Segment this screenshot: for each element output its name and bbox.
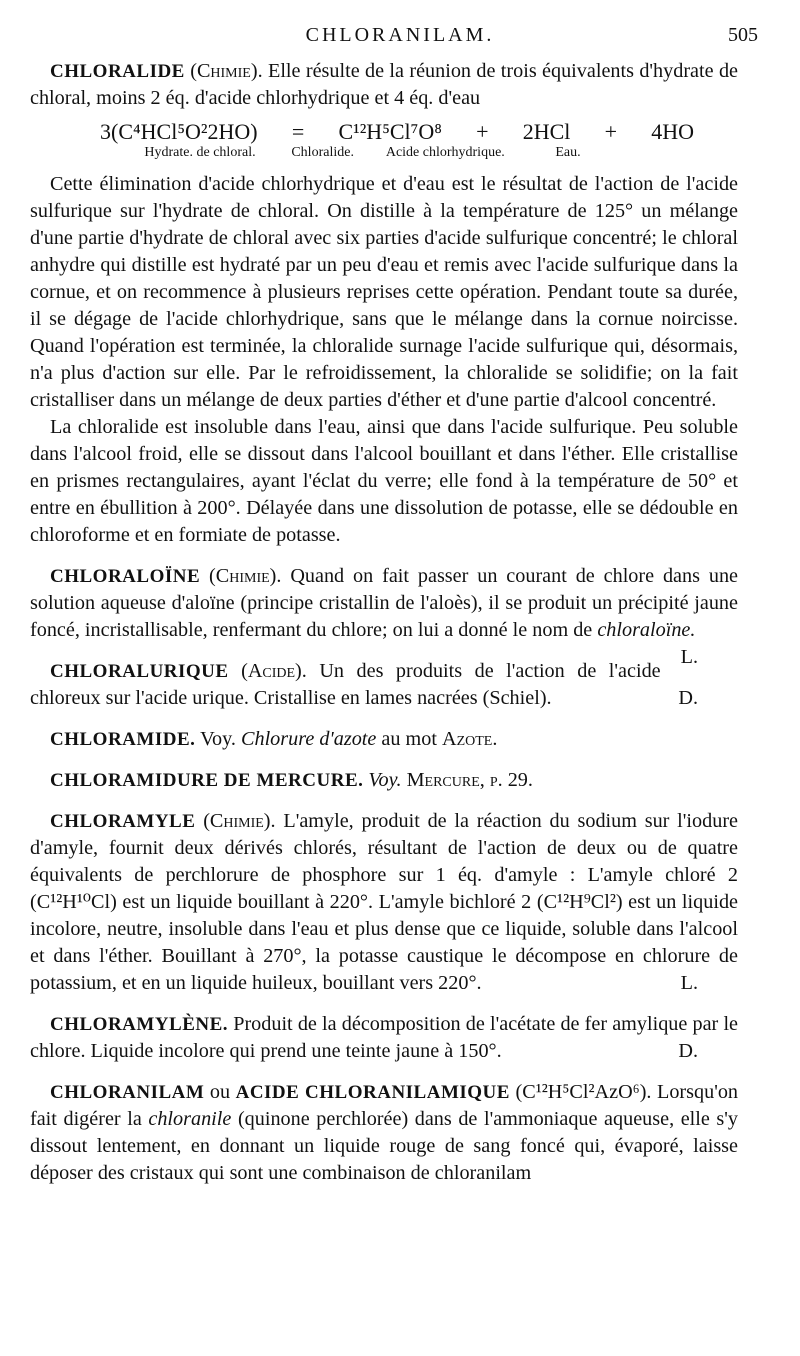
equation-product: 2HCl: [522, 119, 571, 144]
headword: CHLORAMYLÈNE.: [50, 1014, 229, 1035]
entry-chloramidure: [30, 767, 738, 794]
headword: CHLORANILAM: [50, 1082, 205, 1103]
entry-paragraph: [30, 658, 738, 712]
entry-paragraph: [30, 58, 738, 112]
entry-chloramide: [30, 726, 738, 753]
italic-term: chloranile: [148, 1108, 232, 1130]
equation-terms: [30, 118, 738, 145]
domain-label: (Chimie).: [190, 60, 263, 82]
entry-paragraph: [30, 1079, 738, 1187]
entry-text: Un des produits de l'action de l'acide chloreux sur l'acide urique. Cristallise en lames nacrées (Schiel).: [30, 660, 661, 709]
conjunction: ou: [209, 1081, 231, 1103]
entry-chloranilam: [30, 1079, 738, 1187]
equation-product: 4HO: [651, 119, 694, 144]
author-signature: L.: [680, 972, 698, 994]
equation-label: Acide chlorhydrique.: [385, 145, 505, 160]
equation-reactant: 3(C⁴HCl⁵O²2HO): [100, 119, 258, 144]
author-signature: L.: [680, 646, 698, 668]
cross-reference: Mercure, p. 29.: [406, 769, 533, 791]
domain-label: (Chimie).: [203, 810, 276, 832]
cross-reference: Azote.: [441, 728, 498, 750]
entry-paragraph: [30, 1011, 738, 1065]
entry-text: Produit de la décomposition de l'acétate de fer amylique par le chlore. Liquide incolore qui prend une teinte jaune à 150°.: [30, 1013, 739, 1062]
chemical-formula: (C¹²H⁵Cl²AzO⁶).: [515, 1081, 652, 1103]
headword: CHLORAMIDURE DE MERCURE.: [50, 770, 364, 791]
author-signature: D.: [678, 687, 698, 709]
entry-chloralide: [30, 58, 738, 549]
page-number: 505: [728, 24, 758, 46]
italic-term: chloraloïne.: [597, 619, 696, 641]
equation-labels: [30, 145, 738, 161]
domain-label: (Chimie).: [209, 565, 282, 587]
chemical-equation: [30, 118, 738, 161]
entry-chloramyle: [30, 808, 738, 997]
entry-text: (quinone perchlorée) dans de l'ammoniaque aqueuse, elle s'y dissout lentement, en donnant un liquide rouge de sang foncé qui, évaporé, laisse déposer des cristaux qui sont une combinaison de chloranilam: [30, 1108, 738, 1184]
equation-plus: +: [604, 119, 618, 144]
see-also-label: Voy.: [200, 728, 236, 750]
entry-paragraph: [30, 767, 738, 794]
equation-label: Eau.: [555, 145, 581, 160]
domain-label: (Acide).: [241, 660, 307, 682]
entry-paragraph: [30, 563, 739, 668]
equation-equals: =: [291, 119, 305, 144]
entry-text: au mot: [381, 728, 437, 750]
entry-paragraph: [30, 726, 738, 753]
entry-chloramylene: [30, 1011, 738, 1065]
equation-label: Hydrate. de chloral.: [144, 145, 256, 160]
running-header: [0, 20, 800, 56]
entry-text: L'amyle, produit de la réaction du sodium sur l'iodure d'amyle, fournit deux dérivés chlorés, résultant de l'action de deux ou de quatre équivalents de perchlorure de phosphore sur 1 éq. d'amyle : L'amyle chloré 2 (C¹²H¹⁰Cl) est un liquide bouillant à 220°. L'amyle bichloré 2 (C¹²H⁹Cl²) est un liquide incolore, neutre, insoluble dans l'eau et plus dense que ce liquide, soluble dans l'alcool et dans l'éther. Bouillant à 270°, la potasse caustique le décompose en chlorure de potassium, et en un liquide huileux, bouillant vers 220°.: [30, 810, 739, 994]
running-title: CHLORANILAM.: [305, 24, 495, 46]
equation-label: Chloralide.: [291, 145, 354, 160]
entry-paragraph: Cette élimination d'acide chlorhydrique et d'eau est le résultat de l'action de l'acide sulfurique sur l'hydrate de chloral. On distille à la température de 125° un mélange d'une partie d'hydrate de chloral avec six parties d'acide sulfurique concentré; le chloral anhydre qui distille est hydraté par un peu d'eau et remis avec l'acide sulfurique dans la cornue, et on recommence à plusieurs reprises cette opération. Pendant toute sa durée, il se dégage de l'acide chlorhydrique, sans que le mélange dans la cornue noircisse. Quand l'opération est terminée, la chloralide surnage l'acide sulfurique qui, désormais, n'a plus d'action sur elle. Par le refroidissement, la chloralide se solidifie; on la fait cristalliser dans un mélange de deux parties d'éther et d'une partie d'alcool concentré.: [30, 173, 738, 411]
see-also-label: Voy.: [368, 769, 402, 791]
headword: ACIDE CHLORANILAMIQUE: [235, 1082, 510, 1103]
entry-paragraph: La chloralide est insoluble dans l'eau, ainsi que dans l'acide sulfurique. Peu soluble dans l'alcool froid, elle se dissout dans l'alcool bouillant et dans l'éther. Elle cristallise en prismes rectangulaires, ayant l'éclat du verre; elle fond à la température de 50° et entre en ébullition à 200°. Délayée dans une dissolution de potasse, elle se dédouble en chloroforme et en formiate de potasse.: [30, 416, 738, 546]
headword: CHLORALURIQUE: [50, 661, 229, 682]
entry-chloralurique: [30, 658, 738, 712]
headword: CHLORAMIDE.: [50, 729, 196, 750]
entry-chloraloine: [30, 563, 739, 668]
entry-text: Lorsqu'on fait digérer la: [30, 1081, 739, 1130]
entry-text: Elle résulte de la réunion de trois équivalents d'hydrate de chloral, moins 2 éq. d'acide chlorhydrique et 4 éq. d'eau: [30, 60, 739, 109]
headword: CHLORALOÏNE: [50, 566, 201, 587]
entry-paragraph: [30, 808, 738, 997]
entry-text: Quand on fait passer un courant de chlore dans une solution aqueuse d'aloïne (principe cristallin de l'aloès), il se produit un précipité jaune foncé, incristallisable, renfermant du chlore; on lui a donné le nom de: [30, 565, 739, 641]
cross-reference: Chlorure d'azote: [241, 728, 377, 750]
equation-product: C¹²H⁵Cl⁷O⁸: [338, 119, 442, 144]
headword: CHLORALIDE: [50, 61, 185, 82]
page-body: [30, 58, 738, 1187]
headword: CHLORAMYLE: [50, 811, 196, 832]
equation-plus: +: [476, 119, 489, 144]
author-signature: D.: [678, 1040, 698, 1062]
